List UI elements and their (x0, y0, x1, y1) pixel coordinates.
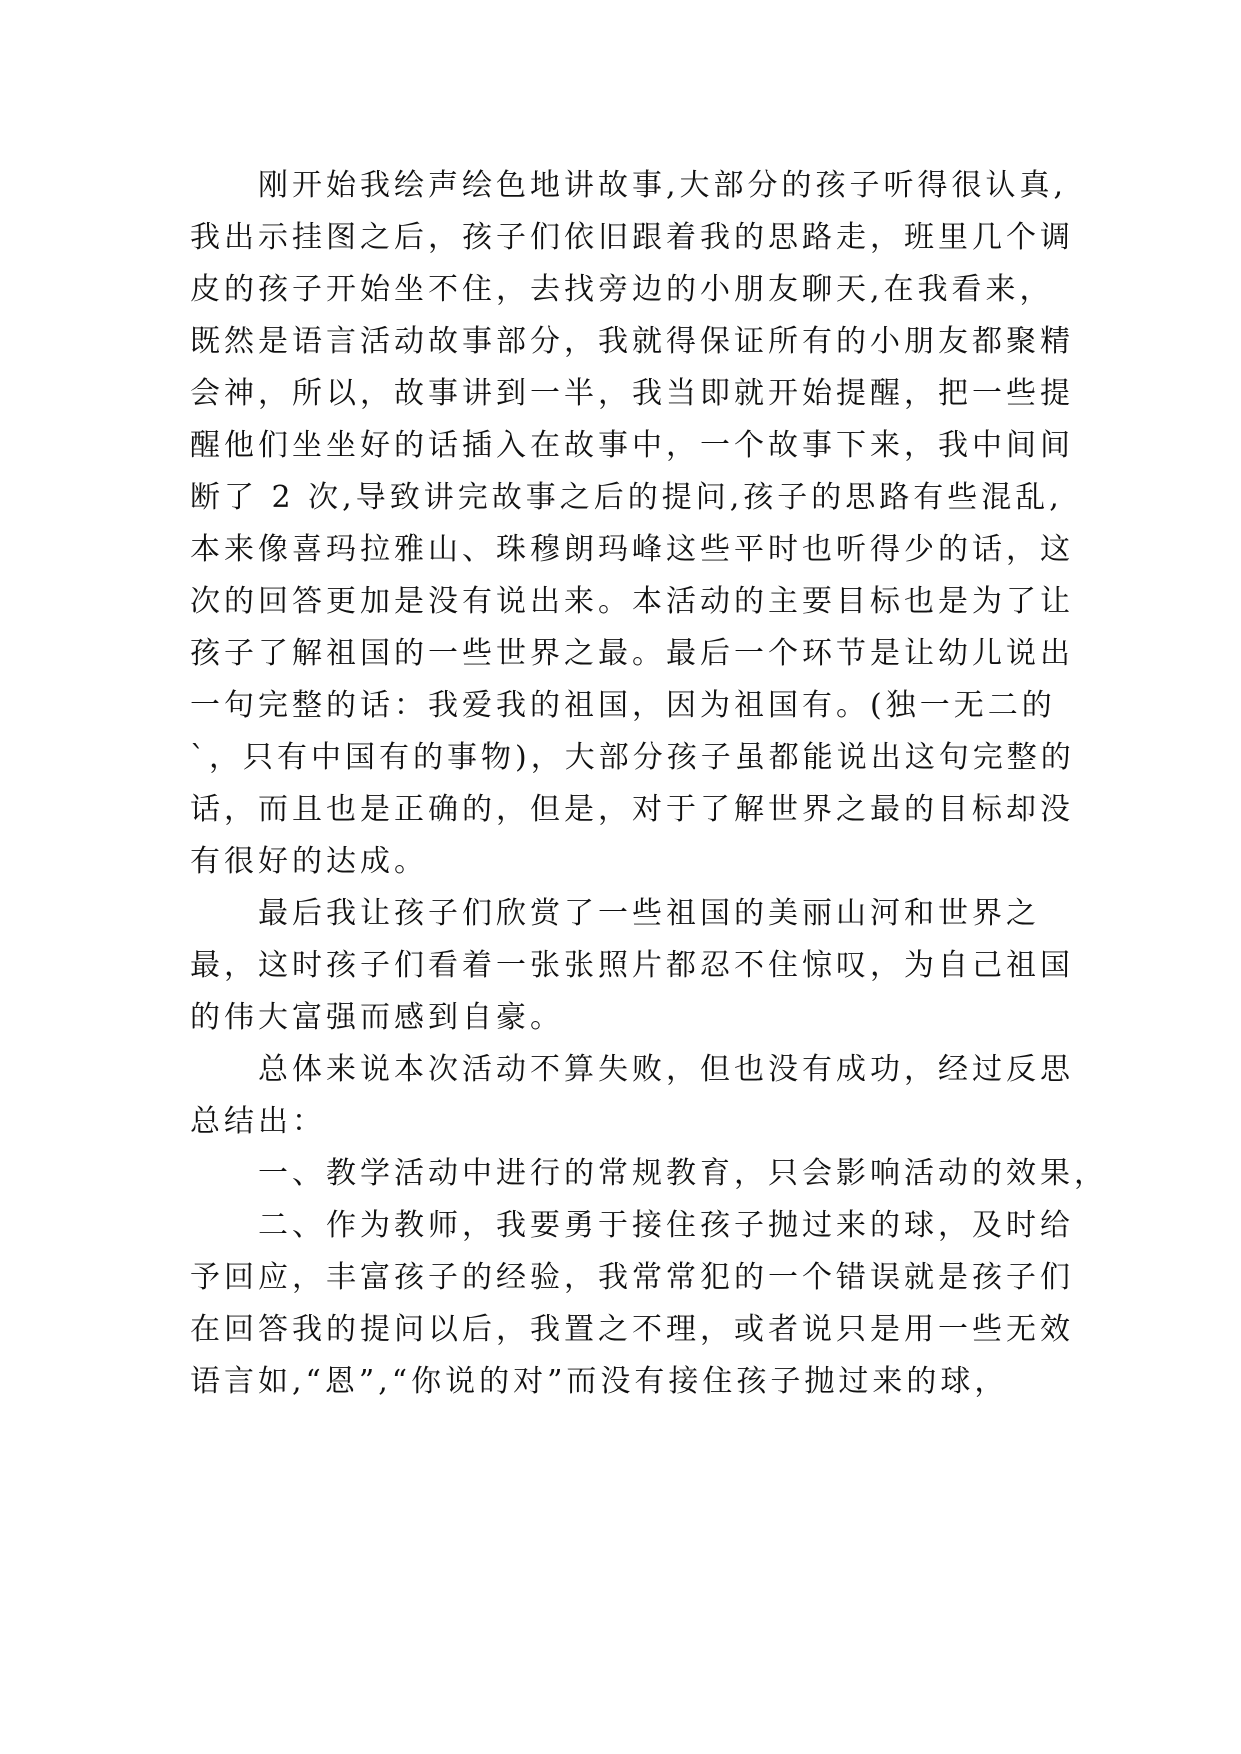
paragraph-line: 皮的孩子开始坐不住，去找旁边的小朋友聊天,在我看来， (190, 272, 1054, 307)
paragraph-line: 总体来说本次活动不算失败，但也没有成功，经过反思 (258, 1052, 1074, 1087)
paragraph-line: 二、作为教师，我要勇于接住孩子抛过来的球，及时给 (258, 1208, 1074, 1243)
paragraph-line: 最，这时孩子们看着一张张照片都忍不住惊叹，为自己祖国 (190, 948, 1074, 983)
paragraph-line: `，只有中国有的事物)，大部分孩子虽都能说出这句完整的 (190, 740, 1075, 775)
paragraph-line: 醒他们坐坐好的话插入在故事中，一个故事下来，我中间间 (190, 428, 1074, 463)
paragraph-line: 予回应，丰富孩子的经验，我常常犯的一个错误就是孩子们 (190, 1260, 1074, 1295)
paragraph-line: 既然是语言活动故事部分，我就得保证所有的小朋友都聚精 (190, 324, 1074, 359)
paragraph-line: 有很好的达成。 (190, 844, 428, 879)
paragraph-line: 一句完整的话：我爱我的祖国，因为祖国有。(独一无二的 (190, 688, 1056, 723)
paragraph-line: 孩子了解祖国的一些世界之最。最后一个环节是让幼儿说出 (190, 636, 1074, 671)
paragraph-line: 的伟大富强而感到自豪。 (190, 1000, 564, 1035)
paragraph-line: 刚开始我绘声绘色地讲故事,大部分的孩子听得很认真, (258, 168, 1068, 203)
paragraph-line: 语言如,“恩”,“你说的对”而没有接住孩子抛过来的球， (190, 1364, 1009, 1399)
paragraph-line: 一、教学活动中进行的常规教育，只会影响活动的效果， (258, 1156, 1108, 1191)
paragraph-line: 我出示挂图之后，孩子们依旧跟着我的思路走，班里几个调 (190, 220, 1074, 255)
paragraph-line: 在回答我的提问以后，我置之不理，或者说只是用一些无效 (190, 1312, 1074, 1347)
paragraph-line: 本来像喜玛拉雅山、珠穆朗玛峰这些平时也听得少的话，这 (190, 532, 1074, 567)
paragraph-line: 断了 2 次,导致讲完故事之后的提问,孩子的思路有些混乱, (190, 480, 1063, 515)
document-body (190, 160, 1108, 1408)
paragraph-line: 话，而且也是正确的，但是，对于了解世界之最的目标却没 (190, 792, 1074, 827)
paragraph-line: 总结出： (190, 1104, 326, 1139)
paragraph-line: 次的回答更加是没有说出来。本活动的主要目标也是为了让 (190, 584, 1074, 619)
paragraph-line: 会神，所以，故事讲到一半，我当即就开始提醒，把一些提 (190, 376, 1074, 411)
paragraph-line: 最后我让孩子们欣赏了一些祖国的美丽山河和世界之 (258, 896, 1040, 931)
